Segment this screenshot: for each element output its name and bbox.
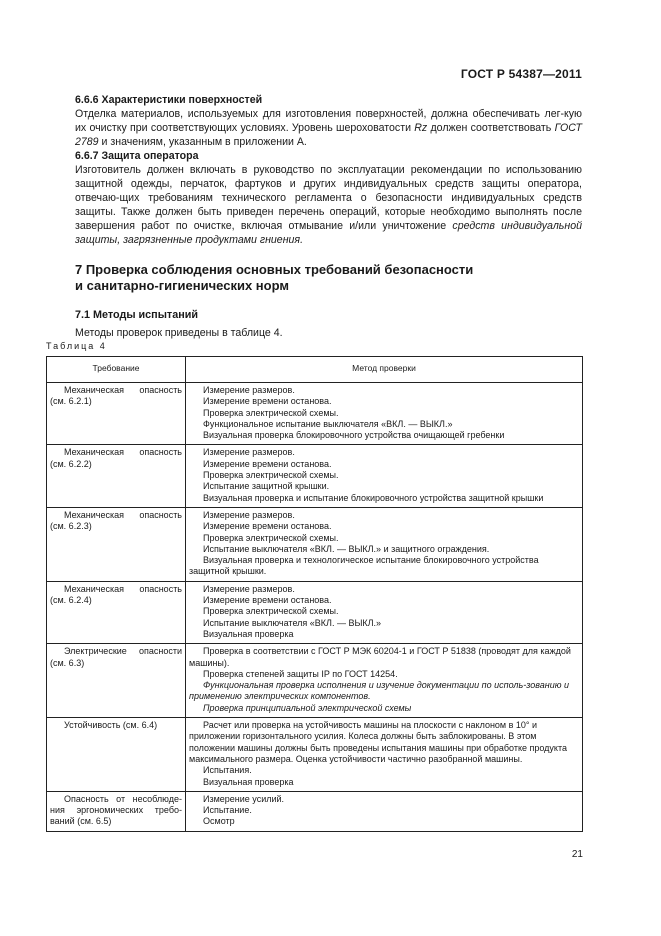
method-line: Проверка электрической схемы. xyxy=(203,407,339,418)
method-cell xyxy=(186,718,583,792)
method-line: Измерение размеров. xyxy=(203,385,295,395)
section-6-6-7-text xyxy=(75,163,582,247)
requirement-cell xyxy=(47,718,186,792)
method-line: Испытание. xyxy=(203,805,252,816)
method-line: Измерение времени останова. xyxy=(203,595,332,606)
table-caption: Таблица 4 xyxy=(46,341,107,351)
requirement-text: Устойчивость (см. 6.4) xyxy=(64,720,158,731)
header-requirement: Требование xyxy=(47,357,186,383)
requirement-text: Механическая опасность (см. 6.2.3) xyxy=(50,509,182,532)
requirement-text: Механическая опасность (см. 6.2.1) xyxy=(50,385,182,407)
document-code: ГОСТ Р 54387—2011 xyxy=(460,67,582,81)
section-7-title xyxy=(75,262,582,294)
method-cell xyxy=(186,581,583,643)
page-content xyxy=(75,93,582,340)
text-part-italic: средств индивидуальной защиты, загрязненные продуктами гниения. xyxy=(75,220,582,246)
requirement-text: Механическая опасность (см. 6.2.2) xyxy=(50,447,182,469)
section-6-6-6-text xyxy=(75,107,582,149)
method-line: Испытание защитной крышки. xyxy=(203,481,330,492)
method-line: Визуальная проверка и испытание блокировочного устройства защитной крышки xyxy=(203,492,544,503)
method-line: Измерение времени останова. xyxy=(203,521,332,532)
method-line: Проверка степеней защиты IP по ГОСТ 14254. xyxy=(203,668,398,679)
text-part: и значениям, указанным в приложении А. xyxy=(98,136,307,148)
table-row xyxy=(47,718,583,792)
method-line: Функциональное испытание выключателя «ВКЛ. — ВЫКЛ.» xyxy=(203,418,453,429)
method-line: Испытание выключателя «ВКЛ. — ВЫКЛ.» и защитного ограждения. xyxy=(203,543,490,554)
method-line: Визуальная проверка xyxy=(203,628,294,639)
section-6-6-7-title: 6.6.7 Защита оператора xyxy=(75,150,199,162)
method-line: Испытание выключателя «ВКЛ. — ВЫКЛ.» xyxy=(203,617,382,628)
text-part: Отделка материалов, используемых для изготовления поверхностей, должна обеспечивать лег-кую их очистку при соответствующих условиях. Уровень шероховатости xyxy=(75,108,582,134)
method-line: Проверка электрической схемы. xyxy=(203,470,339,481)
table-row xyxy=(47,791,583,831)
section-7-1-text: Методы проверок приведены в таблице 4. xyxy=(75,327,283,339)
requirement-cell xyxy=(47,445,186,507)
table-row xyxy=(47,445,583,507)
method-cell xyxy=(186,445,583,507)
requirement-cell xyxy=(47,791,186,831)
text-part-italic: ГОСТ 2789 xyxy=(75,122,582,148)
requirement-text: Электрические опасности (см. 6.3) xyxy=(50,646,182,668)
requirement-cell xyxy=(47,507,186,581)
method-cell xyxy=(186,791,583,831)
table-4 xyxy=(46,356,583,832)
method-line: Измерение размеров. xyxy=(203,447,295,458)
method-cell xyxy=(186,383,583,445)
section-7-title-line2: и санитарно-гигиенических норм xyxy=(75,278,289,293)
method-line: Измерение времени останова. xyxy=(203,458,332,469)
method-line: Проверка принципиальной электрической схемы xyxy=(203,702,412,713)
method-line: Визуальная проверка блокировочного устройства очищающей гребенки xyxy=(203,430,505,441)
method-line: Осмотр xyxy=(203,816,235,827)
section-7-1-title: 7.1 Методы испытаний xyxy=(75,309,199,321)
method-cell xyxy=(186,644,583,718)
table-row xyxy=(47,383,583,445)
text-part: должен соответствовать xyxy=(427,122,555,134)
method-line: Проверка электрической схемы. xyxy=(203,532,339,543)
method-line: Расчет или проверка на устойчивость машины на плоскости с наклоном в 10° и приложении горизонтального усилия. Колеса должны быть заблокированы. В этом положении машины должны быть проведены испытания машины при обработке продукта максимального размера. Оценка устойчивости частично разобранной машины. xyxy=(189,720,567,764)
requirement-cell xyxy=(47,383,186,445)
method-line: Функциональная проверка исполнения и изучение документации по исполь-зованию и применению электрических компонентов. xyxy=(189,680,570,702)
section-6-6-6-title: 6.6.6 Характеристики поверхностей xyxy=(75,94,263,106)
method-cell xyxy=(186,507,583,581)
text-part-italic: Rz xyxy=(414,122,428,134)
requirement-cell xyxy=(47,581,186,643)
method-line: Испытания. xyxy=(203,765,252,776)
method-line: Визуальная проверка xyxy=(203,776,294,787)
page-number: 21 xyxy=(571,849,583,860)
table-row xyxy=(47,644,583,718)
header-method: Метод проверки xyxy=(186,357,583,383)
requirement-text: Механическая опасность (см. 6.2.4) xyxy=(50,583,182,606)
table-row xyxy=(47,581,583,643)
section-7-title-line1: 7 Проверка соблюдения основных требований безопасности xyxy=(75,262,474,277)
method-line: Проверка электрической схемы. xyxy=(203,606,339,617)
method-line: Измерение размеров. xyxy=(203,583,295,594)
requirement-cell xyxy=(47,644,186,718)
method-line: Измерение усилий. xyxy=(203,793,285,804)
table-header-row xyxy=(47,357,583,383)
requirement-text: Опасность от несоблюде-ния эргономических требо-ваний (см. 6.5) xyxy=(50,793,182,827)
text-part: Изготовитель должен включать в руководство по эксплуатации рекомендации по использованию защитной одежды, перчаток, фартуков и других индивидуальных средств защиты оператора, отвечаю-щих требованиям технического регламента о безопасности индивидуальных средств защиты. Также должен быть приведен перечень операций, которые необходимо выполнять после завершения работ по очистке, включая отмывание и/или уничтожение xyxy=(75,164,582,232)
method-line: Проверка в соответствии с ГОСТ Р МЭК 60204-1 и ГОСТ Р 51838 (проводят для каждой машины). xyxy=(189,646,571,668)
method-line: Визуальная проверка и технологическое испытание блокировочного устройства защитной крышки. xyxy=(189,555,539,577)
method-line: Измерение размеров. xyxy=(203,509,295,520)
method-line: Измерение времени останова. xyxy=(203,396,332,407)
table-row xyxy=(47,507,583,581)
